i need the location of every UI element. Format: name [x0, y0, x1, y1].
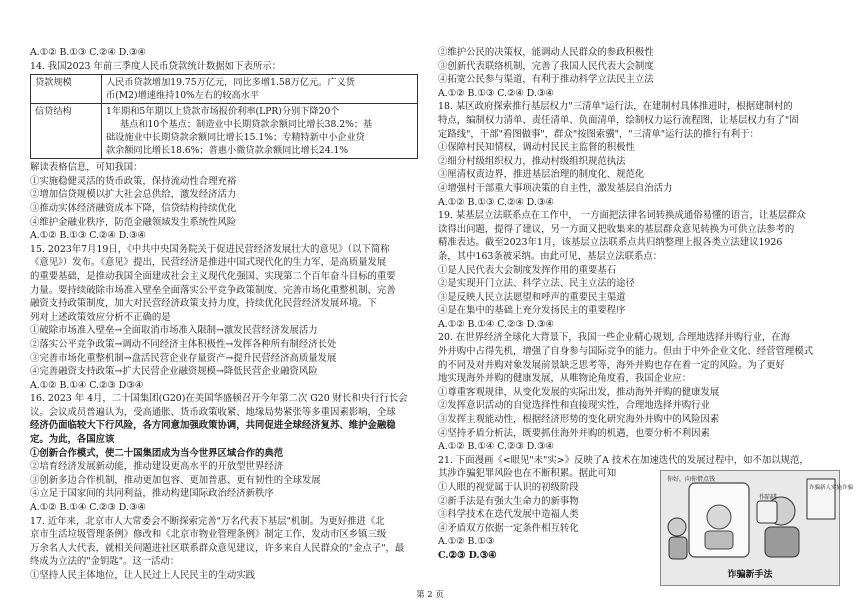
table-line: 1年期和5年期以上贷款市场报价利率(LPR)分别下降20个	[106, 106, 340, 118]
q17-option: ③创新代表联络机制，完善了我国人民代表大会制度	[438, 60, 654, 72]
q19-stem-line: 精准表达。截至2023年1月，该基层立法联系点共归纳整理上报各类立法建议1926	[438, 237, 783, 249]
q21-answer-options: A.①② B.①③	[438, 536, 495, 548]
q19-option: ①是人民代表大会制度发挥作用的重要基石	[438, 264, 617, 276]
left-column	[30, 46, 425, 583]
table-line: 础设施业中长期贷款余额同比增长15.1%；专精特新中小企业贷	[106, 132, 365, 144]
q16-option: ③创新多边合作机制，推动更加包容、更加普惠、更有韧性的全球发展	[30, 474, 321, 486]
q19-option: ②是实现开门立法、科学立法、民主立法的途径	[438, 278, 635, 290]
q15-option: ①破除市场准入壁垒→全面取消市场准入限制→激发民营经济发展活力	[30, 325, 318, 337]
q17-stem-line: 终成为立法的"金钥匙"。这一活动：	[30, 556, 180, 568]
q17-option: ②维护公民的决策权，能调动人民群众的参政积极性	[438, 47, 654, 58]
q17-option: ④拓宽公民参与渠道，有利于推动科学立法民主立法	[438, 74, 654, 86]
q20-option: ④坚持矛盾分析法，既要抓住海外并购的机遇，也要分析不利因素	[438, 427, 710, 439]
cartoon-mask-text: 作陷阱	[759, 494, 778, 501]
cartoon-caption: 诈骗新手法	[727, 570, 773, 580]
cartoon-sign-text: 诈骗新人实施诈骗	[809, 485, 854, 491]
table-cell	[102, 104, 418, 159]
q15-answer-options: A.①② B.①④ C.②③ D③④	[30, 379, 144, 391]
q20-option: ①尊重客观规律，从变化发展的实际出发，推动海外并购的健康发展	[438, 386, 720, 398]
q14-prompt: 解读表格信息，可知我国：	[30, 162, 143, 174]
q17-option: ①坚持人民主体地位，让人民过上人民民主的生动实践	[30, 570, 256, 581]
fraud-cartoon-image	[660, 470, 854, 586]
table-line: 基点和10个基点；制造业中长期贷款余额同比增长38.2%；基	[120, 119, 373, 131]
q21-answer-options: C.②③ D.③④	[438, 549, 497, 561]
cartoon-illustration	[661, 471, 854, 585]
q20-stem-line: 地实现海外并购的健康发展，从唯物论角度看，我国企业应：	[438, 373, 692, 385]
q15-stem-line: 的重要基础，是推动我国全面建成社会主义现代化强国、实现第二个百年奋斗目标的重要	[30, 270, 396, 282]
loan-data-table	[30, 74, 418, 159]
q16-stem-line: 16. 2023 年 4月，二十国集团(G20)在美国华盛顿召开今年第二次 G20 财长和央行行长会	[30, 393, 408, 405]
q14-option: ②增加信贷规模以扩大社会总供给，激发经济活力	[30, 189, 237, 201]
q20-option: ③发挥主观能动性，根据经济形势的变化研究海外并购中的风险因素	[438, 414, 720, 426]
q18-option: ②细分村级组织权力，推动村级组织规范执法	[438, 155, 626, 167]
q20-option: ②发挥意识活动的自觉选择性和直接现实性，合理地选择并购行业	[438, 400, 710, 412]
q14-option: ④维护金融业秩序，防范金融领域发生系统性风险	[30, 216, 237, 228]
q16-option-bold: ①创新合作模式，使二十国集团成为当今世界区域合作的典范	[30, 447, 284, 459]
q15-stem-line: 15. 2023年7月19日，《中共中央国务院关于促进民营经济发展壮大的意见》（以下简称	[30, 243, 390, 255]
q16-answer-options: A.①② B.①④ C.②③ D.③④	[30, 502, 146, 514]
q20-stem-line: 20. 在世界经济全球化大背景下，我国一些企业精心规划, 合理地选择并购行业，在海	[438, 332, 790, 344]
q16-option: ②培育经济发展新动能，推动建设更高水平的开放型世界经济	[30, 461, 284, 473]
q20-answer-options: A.①② B.①④ C.②③ D.③④	[438, 441, 554, 453]
q20-stem-line: 的不同及对并购对象发展前景缺乏思考等，海外并购也存在着一定的风险。为了更好	[438, 359, 785, 371]
q14-stem: 14. 我国2023 年前三季度人民币贷款统计数据如下表所示：	[30, 60, 281, 72]
q19-option: ③是反映人民立法愿望和呼声的重要民主渠道	[438, 291, 626, 303]
q16-option: ④立足于国家间的共同利益，推动构建国际政治经济新秩序	[30, 488, 274, 500]
q16-stem-bold: 定。为此，各国应该	[30, 434, 115, 446]
q18-option: ③厘清权责边界，推进基层治理的制度化、规范化	[438, 169, 645, 181]
q16-stem-bold: 经济仍面临较大下行风险，各方同意加强政策协调，共同促进全球经济复苏、维护金融稳	[30, 420, 396, 432]
q19-stem-line: 条，其中163条被采纳。由此可见，基层立法联系点：	[438, 250, 663, 262]
q15-option: ④完善融资支持政策→扩大民营企业融资规模→降低民营企业融资风险	[30, 366, 318, 378]
q15-stem-line: 力量。要持续破除市场准入壁垒全面落实公平竞争政策制度、完善市场化重整机制、完善	[30, 284, 396, 296]
q15-option: ②落实公平竞争政策→调动不同经济主体积极性→发挥各种所有制经济长处	[30, 338, 337, 350]
q18-stem-line: 特点，编制权力清单、责任清单、负面清单，绘制权力运行流程图，让基层权力有了"固	[438, 114, 799, 126]
q21-option: ③科学技术在迭代发展中造福人类	[438, 509, 579, 521]
q21-stem-line: 21. 下面漫画《<眼见"未"实>》反映了A 技术在加速迭代的发展过程中，如不加以规范，	[438, 454, 809, 466]
q15-stem-line: 列对上述政策效应分析不正确的是	[30, 311, 171, 323]
q15-stem-line: 融资支持政策制度，加大对民营经济政策支持力度，持续优化民营经济发展环境。下	[30, 298, 377, 310]
q21-option: ④矛盾双方依据一定条件相互转化	[438, 522, 579, 534]
cartoon-speech-text: 你好，向你借点钱	[667, 476, 716, 483]
q17-answer-options: A.①② B.①③ C.②④ D.③④	[438, 87, 554, 99]
q17-stem-line: 17. 近年来，北京市人大常委会不断探索完善"万名代表下基层"机制。为更好推进《北	[30, 515, 385, 527]
q18-answer-options: A.①② B.①③ C.②④ D.③④	[438, 196, 554, 208]
q20-stem-line: 外并购中占得先机，增强了自身参与国际竞争的能力。但由于中外企业文化、经营管理模式	[438, 346, 814, 358]
table-head-loan-scale: 贷款规模	[31, 75, 102, 104]
table-row	[31, 104, 418, 159]
table-row	[31, 75, 418, 104]
q16-stem-line: 议。会议成员普遍认为，受高通胀、货币政策收紧、地缘局势紧张等多重因素影响，全球	[30, 406, 396, 418]
table-line: 人民币贷款增加19.75万亿元，同比多增1.58万亿元。广义货	[106, 77, 355, 89]
q19-stem-line: 读得出问题，提得了建议，另一方面又把收集来的基层群众意见转换为可供立法参考的	[438, 223, 795, 235]
q14-option: ①实施稳健灵活的货币政策，保持流动性合理充裕	[30, 175, 237, 187]
q13-answer-options: A.①② B.①③ C.②④ D.③④	[30, 47, 146, 58]
page-number: 第 2 页	[416, 590, 444, 600]
q21-option: ①人眼的视觉属于认识的初级阶段	[438, 482, 579, 493]
q17-stem-line: 京市生活垃圾管理条例》修改和《北京市物业管理条例》制定工作，发动市区乡镇三级	[30, 529, 387, 541]
q15-option: ③完善市场化重整机制→盘活民营企业存量资产→提升民营经济高质量发展	[30, 352, 337, 364]
q18-stem-line: 定路线"，干部"看图做事"，群众"按图索骥"，"三清单"运行法的推行有利于：	[438, 128, 759, 140]
q14-option: ③推动实体经济融资成本下降，信贷结构持续优化	[30, 202, 237, 214]
q17-stem-line: 万余名人大代表，就相关问题进社区联系群众意见建议，许多来自人民群众的"金点子"，最	[30, 542, 405, 554]
q15-stem-line: 《意见》）发布。《意见》提出，民营经济是推进中国式现代化的生力军，是高质量发展	[30, 257, 387, 269]
table-head-credit-structure: 信贷结构	[31, 104, 102, 159]
table-cell	[102, 75, 418, 104]
q18-option: ④增强村干部重大事项决策的自主性，激发基层自治活力	[438, 182, 673, 194]
q21-option: ②新手法是有强大生命力的新事物	[438, 495, 579, 507]
q19-option: ④是在集中的基础上充分发扬民主的重要程序	[438, 305, 626, 317]
q14-answer-options: A.①② B.①③ C.②④ D.③④	[30, 230, 146, 242]
table-line: 币(M2)增速维持10%左右的较高水平	[106, 90, 260, 102]
q21-stem-line: 其涉诈骗犯罪风险也在不断积累。据此可知	[438, 468, 617, 480]
q19-stem-line: 19. 某基层立法联系点在工作中， 一方面把法律名词转换成通俗易懂的语言，让基层群众	[438, 210, 806, 222]
table-line: 款余额同比增长18.6%；普惠小微贷款余额同比增长24.1%	[106, 145, 349, 157]
q18-option: ①保障村民知情权，调动村民民主监督的积极性	[438, 142, 635, 154]
q19-answer-options: A.①② B.①④ C.②③ D.③④	[438, 318, 554, 330]
q18-stem-line: 18. 某区政府探索推行基层权力"三清单"运行法，在建制村具体推进时，根据建制村的	[438, 101, 793, 113]
